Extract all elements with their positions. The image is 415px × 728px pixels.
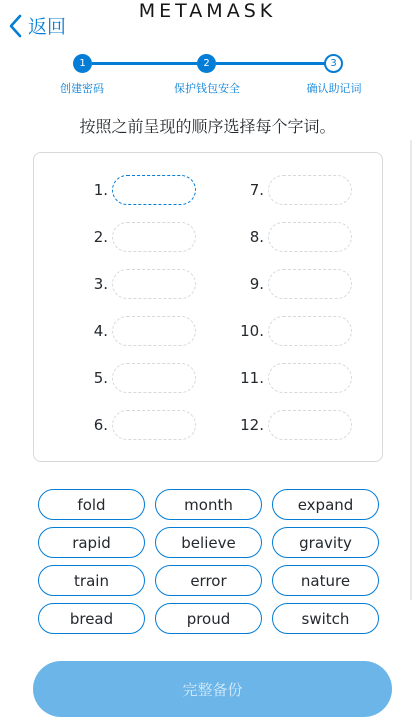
word-chip-believe[interactable]: believe	[155, 527, 262, 558]
back-label: 返回	[28, 16, 67, 38]
word-chip-expand[interactable]: expand	[272, 489, 379, 520]
scrollbar[interactable]	[410, 140, 412, 600]
slot-row	[64, 363, 196, 393]
slot-number: 3.	[93, 275, 108, 293]
word-slot-9[interactable]	[268, 269, 352, 299]
metamask-logo: METAMASK	[138, 0, 277, 22]
word-chip-switch[interactable]: switch	[272, 603, 379, 634]
word-chip-month[interactable]: month	[155, 489, 262, 520]
instruction-text: 按照之前呈现的顺序选择每个字词。	[79, 117, 336, 136]
word-chip-proud[interactable]: proud	[155, 603, 262, 634]
word-chip-train[interactable]: train	[38, 565, 145, 596]
slot-number: 11.	[240, 369, 264, 387]
seed-phrase-slots	[33, 152, 383, 462]
word-slot-8[interactable]	[268, 222, 352, 252]
word-slot-2[interactable]	[112, 222, 196, 252]
slot-row	[220, 363, 352, 393]
word-slot-5[interactable]	[112, 363, 196, 393]
word-slot-1[interactable]	[112, 175, 196, 205]
word-slot-10[interactable]	[268, 316, 352, 346]
slot-number: 8.	[249, 228, 264, 246]
complete-backup-button[interactable]: 完整备份	[33, 661, 392, 717]
slot-number: 7.	[249, 181, 264, 199]
word-slot-7[interactable]	[268, 175, 352, 205]
slot-row	[220, 175, 352, 205]
slot-row	[220, 222, 352, 252]
word-chip-bread[interactable]: bread	[38, 603, 145, 634]
word-slot-3[interactable]	[112, 269, 196, 299]
word-chip-error[interactable]: error	[155, 565, 262, 596]
word-slot-11[interactable]	[268, 363, 352, 393]
slot-row	[64, 269, 196, 299]
step-3-dot: 3	[324, 54, 343, 73]
word-chip-nature[interactable]: nature	[272, 565, 379, 596]
slot-row	[64, 316, 196, 346]
slot-number: 10.	[240, 322, 264, 340]
slot-row	[220, 410, 352, 440]
slot-number: 1.	[93, 181, 108, 199]
slot-row	[64, 222, 196, 252]
word-slot-6[interactable]	[112, 410, 196, 440]
word-chip-gravity[interactable]: gravity	[272, 527, 379, 558]
word-slot-4[interactable]	[112, 316, 196, 346]
slot-number: 2.	[93, 228, 108, 246]
slot-row	[220, 316, 352, 346]
step-connector	[92, 62, 207, 65]
step-1-label: 创建密码	[60, 82, 104, 95]
slot-number: 5.	[93, 369, 108, 387]
slot-row	[64, 410, 196, 440]
word-chip-fold[interactable]: fold	[38, 489, 145, 520]
slot-number: 12.	[240, 416, 264, 434]
word-slot-12[interactable]	[268, 410, 352, 440]
word-chip-rapid[interactable]: rapid	[38, 527, 145, 558]
slot-number: 4.	[93, 322, 108, 340]
step-3-label: 确认助记词	[306, 82, 362, 95]
progress-stepper	[0, 54, 415, 102]
slot-row	[220, 269, 352, 299]
step-connector	[216, 62, 326, 65]
slot-row	[64, 175, 196, 205]
slot-number: 9.	[249, 275, 264, 293]
word-bank	[38, 489, 380, 634]
step-1-dot: 1	[73, 54, 92, 73]
step-2-dot: 2	[197, 54, 216, 73]
step-2-label: 保护钱包安全	[174, 82, 240, 95]
slot-number: 6.	[93, 416, 108, 434]
